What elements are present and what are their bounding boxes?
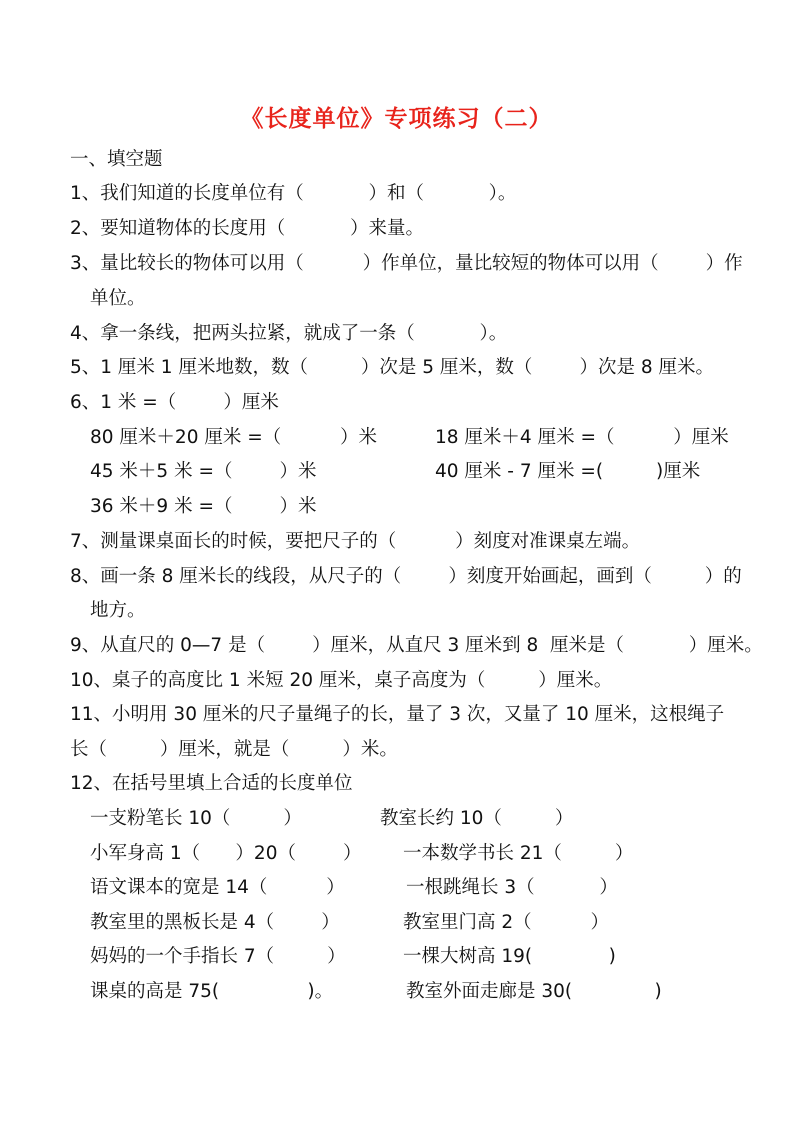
- question-1: 1、我们知道的长度单位有（ ）和（ ）。: [70, 183, 517, 204]
- q12-row-right: 教室外面走廊是 30( ): [406, 981, 662, 1002]
- question-8-line-1: 8、画一条 8 厘米长的线段，从尺子的（ ）刻度开始画起，画到（ ）的: [70, 566, 742, 587]
- question-5: 5、1 厘米 1 厘米地数，数（ ）次是 5 厘米，数（ ）次是 8 厘米。: [70, 357, 714, 378]
- question-3-line-1: 3、量比较长的物体可以用（ ）作单位，量比较短的物体可以用（ ）作: [70, 253, 743, 274]
- question-10: 10、桌子的高度比 1 米短 20 厘米，桌子高度为（ ）厘米。: [70, 670, 613, 691]
- q12-row-right: 一本数学书长 21（ ）: [403, 843, 634, 864]
- question-4: 4、拿一条线，把两头拉紧，就成了一条（ ）。: [70, 323, 508, 344]
- question-12: 12、在括号里填上合适的长度单位: [70, 773, 353, 794]
- q12-row-right: 一棵大树高 19( ): [403, 946, 616, 967]
- question-3-line-2: 单位。: [90, 288, 146, 309]
- q12-row-left: 语文课本的宽是 14（ ）: [90, 877, 345, 898]
- q12-row-right: 一根跳绳长 3（ ）: [406, 877, 618, 898]
- q12-row-right: 教室长约 10（ ）: [380, 808, 574, 829]
- q6-row-right: 40 厘米 - 7 厘米 =( )厘米: [435, 461, 701, 482]
- question-11-line-1: 11、小明用 30 厘米的尺子量绳子的长，量了 3 次，又量了 10 厘米，这根绳子: [70, 704, 725, 725]
- q12-row-left: 一支粉笔长 10（ ）: [90, 808, 302, 829]
- section-heading: 一、填空题: [70, 149, 163, 170]
- q6-row-left: 36 米＋9 米 =（ ）米: [90, 496, 317, 517]
- q12-row-left: 课桌的高是 75( )。: [90, 981, 334, 1002]
- q6-row-left: 45 米＋5 米 =（ ）米: [90, 461, 317, 482]
- q12-row-left: 小军身高 1（ ）20（ ）: [90, 843, 362, 864]
- question-8-line-2: 地方。: [90, 600, 146, 621]
- question-9: 9、从直尺的 0—7 是（ ）厘米，从直尺 3 厘米到 8 厘米是（ ）厘米。: [70, 635, 763, 656]
- question-6: 6、1 米 =（ ）厘米: [70, 392, 279, 413]
- q6-row-left: 80 厘米＋20 厘米 =（ ）米: [90, 427, 378, 448]
- question-11-line-2: 长（ ）厘米，就是（ ）米。: [70, 739, 398, 760]
- page-title: 《长度单位》专项练习（二）: [240, 106, 553, 132]
- question-7: 7、测量课桌面长的时候，要把尺子的（ ）刻度对准课桌左端。: [70, 531, 641, 552]
- q6-row-right: 18 厘米＋4 厘米 =（ ）厘米: [435, 427, 729, 448]
- question-2: 2、要知道物体的长度用（ ）来量。: [70, 218, 424, 239]
- q12-row-right: 教室里门高 2（ ）: [403, 912, 609, 933]
- q12-row-left: 教室里的黑板长是 4（ ）: [90, 912, 340, 933]
- q12-row-left: 妈妈的一个手指长 7（ ）: [90, 946, 346, 967]
